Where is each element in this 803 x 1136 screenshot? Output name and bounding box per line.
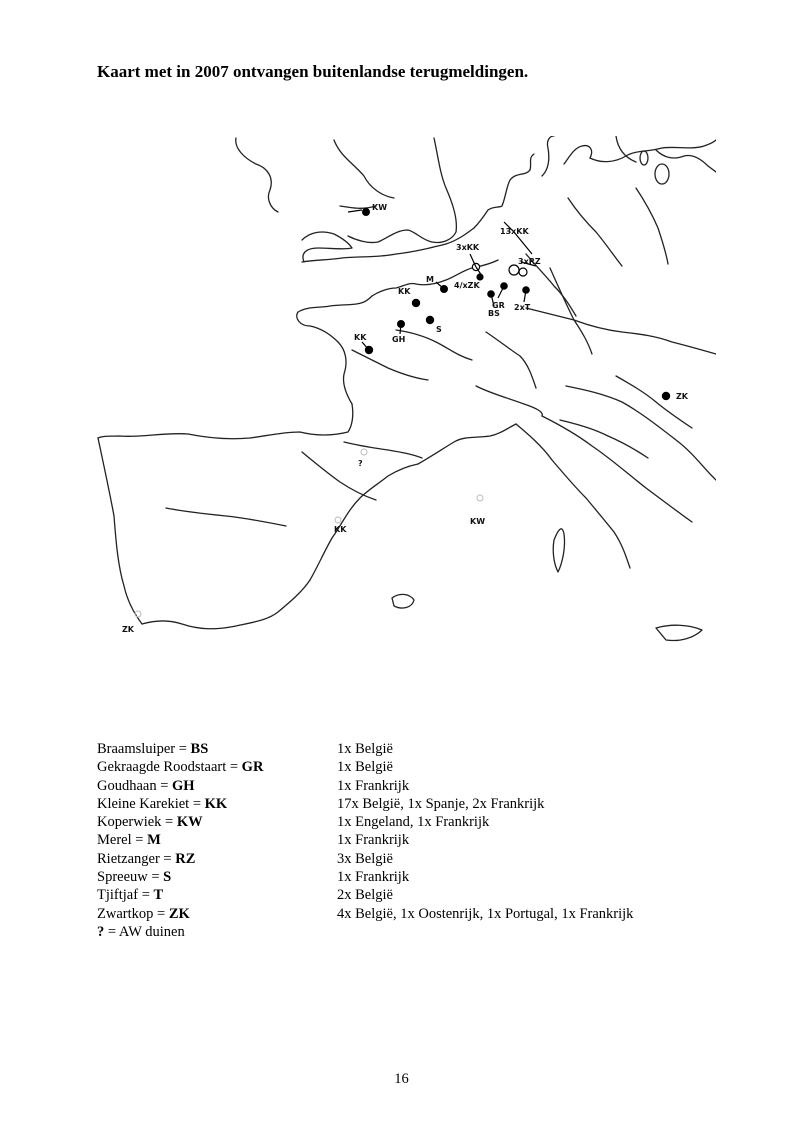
coast-adriatic <box>566 386 716 480</box>
river-danube <box>526 308 716 354</box>
faint-marker-valencia <box>335 517 341 523</box>
coast-portugal <box>98 438 142 624</box>
coast-spain-east <box>310 464 418 580</box>
label-bs: BS <box>488 309 500 318</box>
legend-count: 4x België, 1x Oostenrijk, 1x Portugal, 1x Frankrijk <box>337 905 634 922</box>
coast-iberia-south <box>142 580 310 629</box>
label-m: M <box>426 275 434 284</box>
coast-lowlands <box>474 154 534 228</box>
coast-cornwall <box>340 206 376 208</box>
faint-label-marseille: KW <box>470 517 486 526</box>
legend-code: GH <box>172 777 195 794</box>
river-rhone <box>486 332 536 388</box>
legend-count: 2x België <box>337 887 393 904</box>
legend-note-symbol: ? <box>97 923 105 940</box>
river-loire <box>352 350 428 380</box>
label-kk-france: KK <box>354 333 367 342</box>
river-alps-inner <box>616 376 692 428</box>
river-po <box>560 420 648 458</box>
legend-note-text: = AW duinen <box>104 923 185 940</box>
legend-species: Rietzanger = <box>97 850 176 867</box>
marker-kk-13 <box>509 265 519 275</box>
faint-marker-marseille <box>477 495 483 501</box>
legend-code: BS <box>190 741 209 757</box>
marker-zk-4 <box>477 274 483 280</box>
label-gr: GR <box>492 301 505 310</box>
label-kk-13: 13xKK <box>500 227 529 236</box>
marker-kw-england <box>363 209 370 216</box>
legend-code: T <box>153 887 164 904</box>
island-sicily <box>656 625 702 640</box>
legend-code: S <box>163 869 172 886</box>
coast-britain-east <box>348 138 456 243</box>
legend-species: Zwartkop = <box>97 905 169 922</box>
legend-code: GR <box>241 759 264 776</box>
coast-gulf-lion <box>418 424 516 464</box>
island-mallorca <box>392 594 414 608</box>
faint-marker-spain <box>361 449 367 455</box>
faint-label-valencia: KK <box>334 525 347 534</box>
legend-code: RZ <box>175 850 196 867</box>
europe-recovery-map <box>96 136 716 668</box>
coast-italy-east <box>542 416 692 522</box>
label-gh: GH <box>392 335 406 344</box>
marker-s <box>426 316 433 323</box>
marker-kk-belgium <box>412 299 419 306</box>
label-s: S <box>436 325 442 334</box>
legend-count: 1x Engeland, 1x Frankrijk <box>337 814 490 831</box>
label-rz-3: 3xRZ <box>518 257 541 266</box>
coast-alps <box>476 386 542 416</box>
coast-scotland <box>236 138 278 212</box>
legend-species: Koperwiek = <box>97 814 177 831</box>
coast-britain-west <box>334 140 394 198</box>
legend-code: M <box>147 832 161 849</box>
page-number: 16 <box>394 1071 409 1087</box>
legend-count: 1x Frankrijk <box>337 832 410 849</box>
coast-italy-west <box>516 424 630 568</box>
legend-species: Gekraagde Roodstaart = <box>97 759 242 776</box>
faint-label-spain: ? <box>358 459 363 468</box>
legend-count: 1x België <box>337 741 393 757</box>
label-kw-england: KW <box>372 203 388 212</box>
marker-zk-austria <box>662 392 669 399</box>
coast-biscay <box>98 404 353 439</box>
border-line <box>550 268 592 354</box>
legend-count: 1x België <box>337 759 393 776</box>
legend-code: KW <box>176 814 203 831</box>
legend-species: Braamsluiper = <box>97 741 191 757</box>
legend-count: 17x België, 1x Spanje, 2x Frankrijk <box>337 795 545 812</box>
legend-species: Kleine Karekiet = <box>97 795 205 812</box>
label-zk-4: 4/xZK <box>454 281 480 290</box>
river-oder <box>636 188 668 264</box>
legend-count: 1x Frankrijk <box>337 777 410 794</box>
page-title: Kaart met in 2007 ontvangen buitenlandse terugmeldingen. <box>97 62 529 81</box>
map-drawing <box>96 136 716 668</box>
legend-species: Tjiftjaf = <box>97 887 154 904</box>
river-pyrenees <box>344 442 422 458</box>
legend-species: Spreeuw = <box>97 869 164 886</box>
coast-denmark <box>542 136 592 176</box>
river-elbe <box>568 198 622 266</box>
faint-label-portugal: ZK <box>122 625 134 634</box>
label-kk-3: 3xKK <box>456 243 480 252</box>
island-corsica <box>553 529 564 572</box>
legend-code: ZK <box>168 905 190 922</box>
marker-rz-3 <box>519 268 527 276</box>
legend-species: Merel = <box>97 832 148 849</box>
legend-count: 1x Frankrijk <box>337 869 410 886</box>
legend-count: 3x België <box>337 850 393 867</box>
label-t-2: 2xT <box>514 303 531 312</box>
label-kk-belgium: KK <box>398 287 411 296</box>
legend-code: KK <box>204 795 228 812</box>
river-tagus <box>166 508 286 526</box>
coast-france-west <box>338 342 352 404</box>
river-seine <box>396 330 472 360</box>
legend-species: Goudhaan = <box>97 777 173 794</box>
label-zk-austria: ZK <box>676 392 688 401</box>
